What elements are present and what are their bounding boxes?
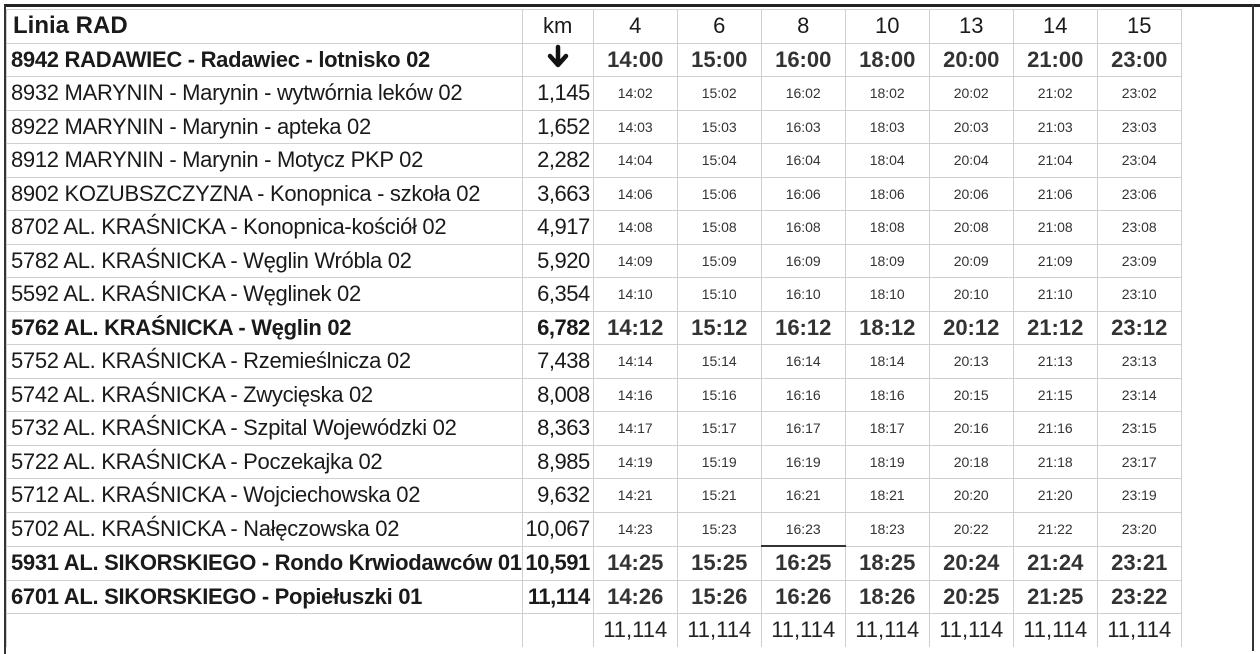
departure-time: 20:09 <box>929 244 1013 278</box>
departure-time: 14:09 <box>593 244 677 278</box>
departure-time: 21:13 <box>1013 345 1097 379</box>
stop-row <box>7 512 1182 546</box>
departure-time: 18:16 <box>845 378 929 412</box>
departure-time: 18:17 <box>845 412 929 446</box>
stop-name: 8902 KOZUBSZCZYZNA - Konopnica - szkoła 02 <box>7 177 523 211</box>
departure-time: 15:03 <box>677 110 761 144</box>
departure-time: 15:04 <box>677 144 761 178</box>
departure-time: 21:06 <box>1013 177 1097 211</box>
line-title: Linia RAD <box>7 10 523 44</box>
departure-time: 23:02 <box>1097 77 1181 111</box>
stop-km: 9,632 <box>522 479 593 513</box>
departure-time: 21:15 <box>1013 378 1097 412</box>
stop-name: 5592 AL. KRAŚNICKA - Węglinek 02 <box>7 278 523 312</box>
departure-time: 21:12 <box>1013 311 1097 345</box>
departure-time: 18:23 <box>845 512 929 546</box>
departure-time: 23:04 <box>1097 144 1181 178</box>
departure-time: 18:14 <box>845 345 929 379</box>
departure-time: 18:00 <box>845 43 929 77</box>
stop-name: 6701 AL. SIKORSKIEGO - Popiełuszki 01 <box>7 580 523 614</box>
departure-time: 16:25 <box>761 546 845 580</box>
stop-name: 5742 AL. KRAŚNICKA - Zwycięska 02 <box>7 378 523 412</box>
total-km-spacer <box>522 614 593 647</box>
stop-name: 8932 MARYNIN - Marynin - wytwórnia leków 02 <box>7 77 523 111</box>
stop-row <box>7 378 1182 412</box>
departure-time: 20:00 <box>929 43 1013 77</box>
departure-time: 23:19 <box>1097 479 1181 513</box>
departure-time: 18:12 <box>845 311 929 345</box>
departure-time: 23:03 <box>1097 110 1181 144</box>
departure-time: 21:02 <box>1013 77 1097 111</box>
departure-time: 18:09 <box>845 244 929 278</box>
stop-row <box>7 211 1182 245</box>
departure-time: 14:02 <box>593 77 677 111</box>
stop-row <box>7 177 1182 211</box>
stop-km: 10,591 <box>522 546 593 580</box>
course-number-header: 10 <box>845 10 929 44</box>
departure-time: 14:12 <box>593 311 677 345</box>
stop-row <box>7 345 1182 379</box>
departure-time: 18:02 <box>845 77 929 111</box>
stop-name: 8922 MARYNIN - Marynin - apteka 02 <box>7 110 523 144</box>
departure-time: 14:21 <box>593 479 677 513</box>
stop-row <box>7 278 1182 312</box>
departure-time: 14:16 <box>593 378 677 412</box>
departure-time: 23:12 <box>1097 311 1181 345</box>
timetable <box>6 9 1182 647</box>
stop-km: 7,438 <box>522 345 593 379</box>
departure-time: 14:06 <box>593 177 677 211</box>
stop-km: 8,363 <box>522 412 593 446</box>
departure-time: 21:00 <box>1013 43 1097 77</box>
departure-time: 14:04 <box>593 144 677 178</box>
total-km-row <box>7 614 1182 647</box>
departure-time: 18:19 <box>845 445 929 479</box>
departure-time: 15:26 <box>677 580 761 614</box>
departure-time: 21:22 <box>1013 512 1097 546</box>
course-total-km: 11,114 <box>1013 614 1097 647</box>
departure-time: 16:19 <box>761 445 845 479</box>
departure-time: 20:08 <box>929 211 1013 245</box>
departure-time: 14:14 <box>593 345 677 379</box>
departure-time: 20:16 <box>929 412 1013 446</box>
stop-km: 6,354 <box>522 278 593 312</box>
course-total-km: 11,114 <box>929 614 1013 647</box>
departure-time: 14:03 <box>593 110 677 144</box>
course-number-header: 15 <box>1097 10 1181 44</box>
departure-time: 20:12 <box>929 311 1013 345</box>
departure-time: 18:10 <box>845 278 929 312</box>
stop-name: 5762 AL. KRAŚNICKA - Węglin 02 <box>7 311 523 345</box>
course-total-km: 11,114 <box>593 614 677 647</box>
stop-km: 10,067 <box>522 512 593 546</box>
course-number-header: 14 <box>1013 10 1097 44</box>
departure-time: 21:16 <box>1013 412 1097 446</box>
departure-time: 23:17 <box>1097 445 1181 479</box>
header-row <box>7 10 1182 44</box>
departure-time: 20:25 <box>929 580 1013 614</box>
departure-time: 16:17 <box>761 412 845 446</box>
departure-time: 18:06 <box>845 177 929 211</box>
stop-row <box>7 580 1182 614</box>
departure-time: 18:03 <box>845 110 929 144</box>
departure-time: 20:02 <box>929 77 1013 111</box>
departure-time: 20:04 <box>929 144 1013 178</box>
departure-time: 18:26 <box>845 580 929 614</box>
stop-name: 8912 MARYNIN - Marynin - Motycz PKP 02 <box>7 144 523 178</box>
stop-km: 11,114 <box>522 580 593 614</box>
departure-time: 20:20 <box>929 479 1013 513</box>
departure-time: 16:16 <box>761 378 845 412</box>
stop-row <box>7 43 1182 77</box>
stop-km: 1,145 <box>522 77 593 111</box>
course-total-km: 11,114 <box>845 614 929 647</box>
departure-time: 16:00 <box>761 43 845 77</box>
departure-time: 14:10 <box>593 278 677 312</box>
departure-time: 14:08 <box>593 211 677 245</box>
stop-row <box>7 546 1182 580</box>
departure-time: 18:21 <box>845 479 929 513</box>
stop-name: 5702 AL. KRAŚNICKA - Nałęczowska 02 <box>7 512 523 546</box>
course-total-km: 11,114 <box>1097 614 1181 647</box>
stop-name: 5712 AL. KRAŚNICKA - Wojciechowska 02 <box>7 479 523 513</box>
departure-time: 14:26 <box>593 580 677 614</box>
stop-row <box>7 110 1182 144</box>
departure-time: 23:06 <box>1097 177 1181 211</box>
stop-row <box>7 479 1182 513</box>
departure-time: 15:08 <box>677 211 761 245</box>
course-total-km: 11,114 <box>677 614 761 647</box>
stop-km: 8,008 <box>522 378 593 412</box>
departure-time: 14:23 <box>593 512 677 546</box>
departure-time: 14:17 <box>593 412 677 446</box>
stop-km: 8,985 <box>522 445 593 479</box>
stop-name: 5752 AL. KRAŚNICKA - Rzemieślnicza 02 <box>7 345 523 379</box>
stop-km: 5,920 <box>522 244 593 278</box>
departure-time: 20:06 <box>929 177 1013 211</box>
stop-name: 8702 AL. KRAŚNICKA - Konopnica-kościół 02 <box>7 211 523 245</box>
departure-time: 15:02 <box>677 77 761 111</box>
departure-time: 21:08 <box>1013 211 1097 245</box>
departure-time: 23:20 <box>1097 512 1181 546</box>
departure-time: 15:14 <box>677 345 761 379</box>
km-header: km <box>522 10 593 44</box>
stop-km <box>522 43 593 77</box>
total-spacer <box>7 614 523 647</box>
stop-row <box>7 412 1182 446</box>
departure-time: 23:08 <box>1097 211 1181 245</box>
departure-time: 20:15 <box>929 378 1013 412</box>
departure-time: 21:09 <box>1013 244 1097 278</box>
departure-time: 16:04 <box>761 144 845 178</box>
sheet-right-border <box>1252 4 1254 651</box>
departure-time: 18:04 <box>845 144 929 178</box>
departure-time: 21:04 <box>1013 144 1097 178</box>
departure-time: 15:12 <box>677 311 761 345</box>
course-number-header: 4 <box>593 10 677 44</box>
course-number-header: 13 <box>929 10 1013 44</box>
departure-time: 23:00 <box>1097 43 1181 77</box>
departure-time: 20:03 <box>929 110 1013 144</box>
stop-row <box>7 311 1182 345</box>
departure-time: 15:09 <box>677 244 761 278</box>
stop-km: 6,782 <box>522 311 593 345</box>
departure-time: 21:10 <box>1013 278 1097 312</box>
stop-km: 2,282 <box>522 144 593 178</box>
stop-row <box>7 144 1182 178</box>
departure-time: 23:21 <box>1097 546 1181 580</box>
departure-time: 16:21 <box>761 479 845 513</box>
stop-name: 8942 RADAWIEC - Radawiec - lotnisko 02 <box>7 43 523 77</box>
departure-time: 23:09 <box>1097 244 1181 278</box>
departure-time: 16:03 <box>761 110 845 144</box>
departure-time: 23:10 <box>1097 278 1181 312</box>
down-arrow-icon <box>546 44 570 70</box>
departure-time: 20:10 <box>929 278 1013 312</box>
departure-time: 16:26 <box>761 580 845 614</box>
departure-time: 15:10 <box>677 278 761 312</box>
departure-time: 21:18 <box>1013 445 1097 479</box>
departure-time: 21:03 <box>1013 110 1097 144</box>
departure-time: 16:08 <box>761 211 845 245</box>
departure-time: 20:18 <box>929 445 1013 479</box>
departure-time: 20:13 <box>929 345 1013 379</box>
stop-name: 5782 AL. KRAŚNICKA - Węglin Wróbla 02 <box>7 244 523 278</box>
departure-time: 21:20 <box>1013 479 1097 513</box>
departure-time: 20:22 <box>929 512 1013 546</box>
departure-time: 16:10 <box>761 278 845 312</box>
stop-name: 5732 AL. KRAŚNICKA - Szpital Wojewódzki 02 <box>7 412 523 446</box>
stop-row <box>7 77 1182 111</box>
departure-time: 20:24 <box>929 546 1013 580</box>
stop-km: 4,917 <box>522 211 593 245</box>
stop-row <box>7 445 1182 479</box>
departure-time: 16:14 <box>761 345 845 379</box>
departure-time: 16:23 <box>761 512 845 546</box>
departure-time: 15:16 <box>677 378 761 412</box>
departure-time: 18:08 <box>845 211 929 245</box>
departure-time: 15:23 <box>677 512 761 546</box>
departure-time: 21:24 <box>1013 546 1097 580</box>
departure-time: 14:19 <box>593 445 677 479</box>
course-total-km: 11,114 <box>761 614 845 647</box>
course-number-header: 8 <box>761 10 845 44</box>
departure-time: 16:02 <box>761 77 845 111</box>
departure-time: 14:25 <box>593 546 677 580</box>
departure-time: 23:22 <box>1097 580 1181 614</box>
departure-time: 16:12 <box>761 311 845 345</box>
departure-time: 15:19 <box>677 445 761 479</box>
departure-time: 18:25 <box>845 546 929 580</box>
departure-time: 23:13 <box>1097 345 1181 379</box>
course-number-header: 6 <box>677 10 761 44</box>
departure-time: 23:15 <box>1097 412 1181 446</box>
departure-time: 15:00 <box>677 43 761 77</box>
stop-name: 5931 AL. SIKORSKIEGO - Rondo Krwiodawców 01 <box>7 546 523 580</box>
stop-row <box>7 244 1182 278</box>
departure-time: 16:09 <box>761 244 845 278</box>
departure-time: 14:00 <box>593 43 677 77</box>
stop-km: 3,663 <box>522 177 593 211</box>
departure-time: 15:06 <box>677 177 761 211</box>
stop-km: 1,652 <box>522 110 593 144</box>
departure-time: 15:21 <box>677 479 761 513</box>
departure-time: 23:14 <box>1097 378 1181 412</box>
departure-time: 21:25 <box>1013 580 1097 614</box>
departure-time: 16:06 <box>761 177 845 211</box>
departure-time: 15:25 <box>677 546 761 580</box>
stop-name: 5722 AL. KRAŚNICKA - Poczekajka 02 <box>7 445 523 479</box>
departure-time: 15:17 <box>677 412 761 446</box>
